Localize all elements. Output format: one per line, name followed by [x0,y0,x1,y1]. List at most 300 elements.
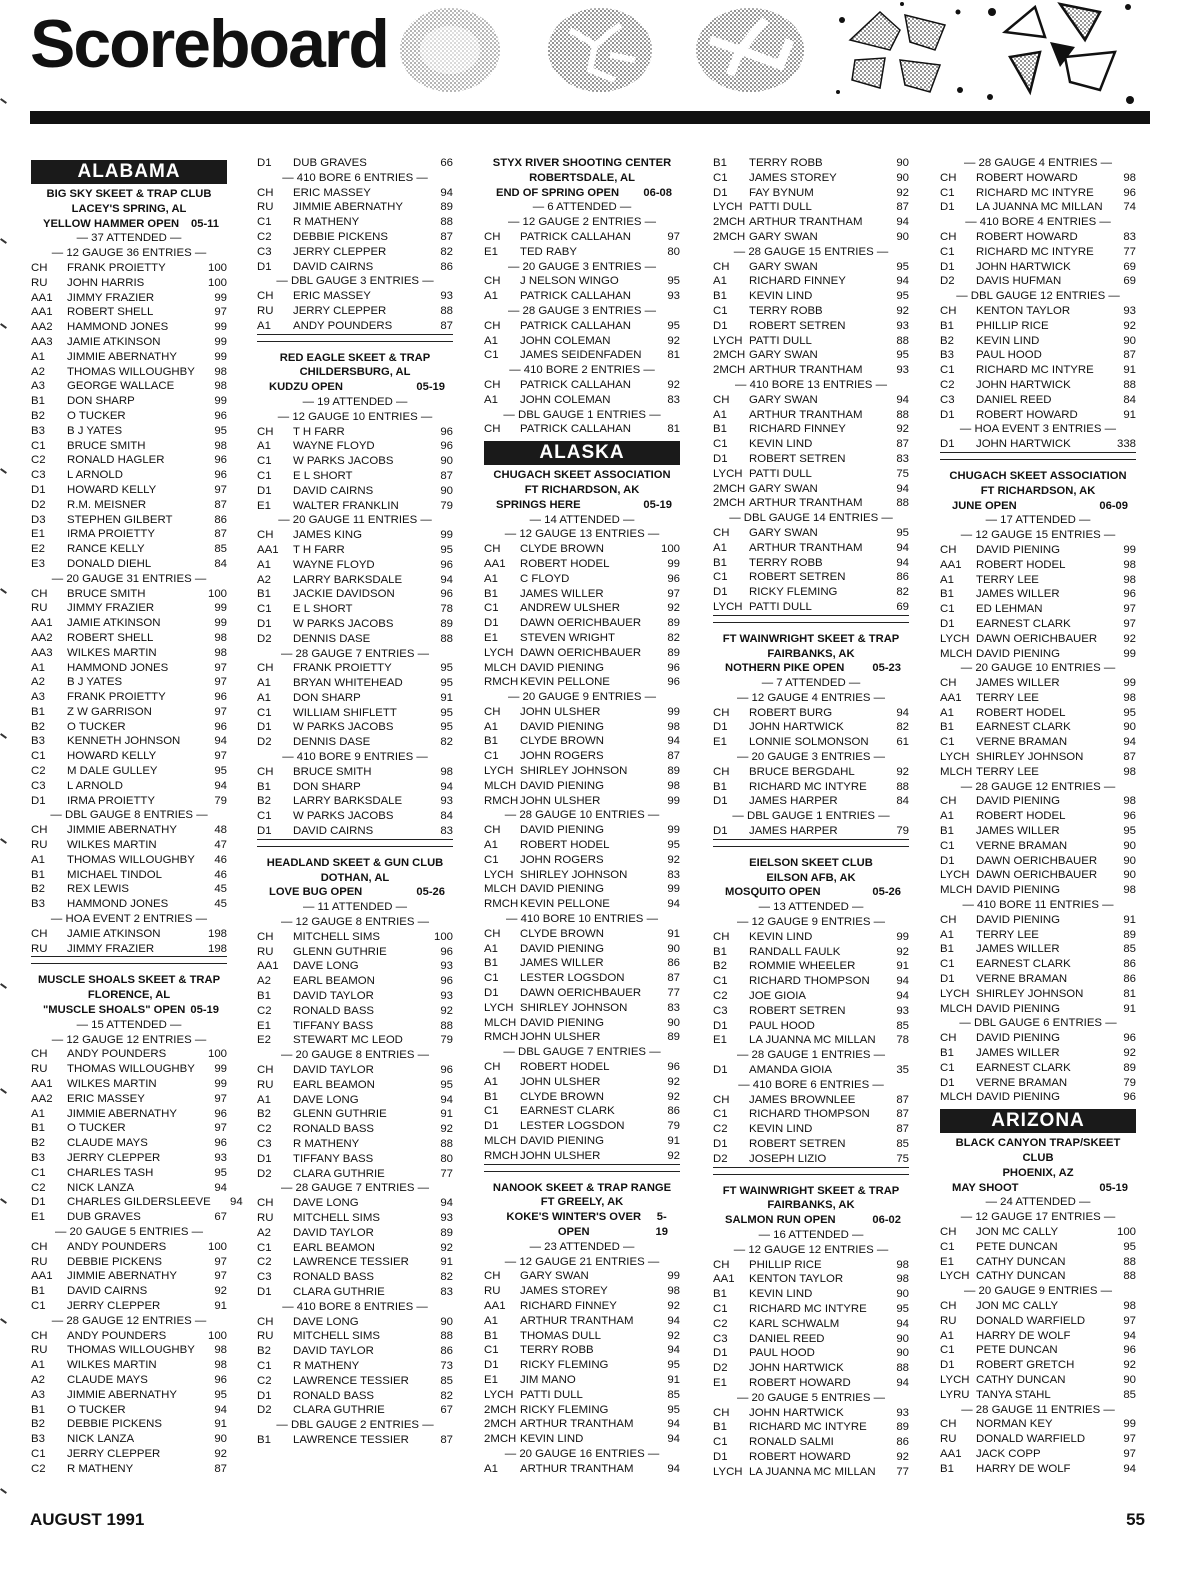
shooter-name: IRMA PROIETTY [67,794,155,807]
class-code: CH [257,1197,274,1210]
result-row [484,971,680,986]
shooter-name: ROBERT HODEL [520,557,610,570]
state-heading: ALASKA [484,441,680,465]
score: 98 [1123,795,1136,808]
result-row [484,1329,680,1344]
score: 92 [214,1447,227,1460]
class-code: CH [713,1406,730,1419]
shooter-name: CLARA GUTHRIE [293,1285,385,1298]
result-row [713,765,909,780]
class-code: C1 [713,571,728,584]
result-row [31,794,227,809]
club-name-line: LACEY'S SPRING, AL [71,202,187,215]
gauge-subheading: — 410 BORE 2 ENTRIES — [509,364,655,377]
shooter-name: RICHARD MC INTYRE [976,245,1094,258]
shooter-name: RICHARD MC INTYRE [749,1302,867,1315]
class-code: B1 [257,588,271,601]
class-code: C3 [713,1004,728,1017]
shooter-name: PATTI DULL [520,1388,583,1401]
result-row [484,868,680,883]
class-code: B1 [484,1329,498,1342]
score: 89 [667,646,680,659]
shooter-name: TERRY ROBB [520,1344,594,1357]
shooter-name: ROBERT SETREN [749,1138,846,1150]
shooter-name: MITCHELL SIMS [293,1330,380,1343]
score: 93 [1123,304,1136,317]
result-row [484,274,680,289]
class-code: RU [257,201,274,214]
result-row [31,1373,227,1388]
shooter-name: DAWN OERICHBAUER [976,854,1098,867]
shooter-name: JIMMIE ABERNATHY [67,1270,177,1283]
shooter-name: R MATHENY [293,216,360,229]
result-row [940,260,1136,275]
shooter-name: DON SHARP [293,691,361,704]
score: 67 [440,1404,453,1417]
class-code: D1 [257,721,272,734]
class-code: AA1 [940,1447,962,1460]
score: 88 [1123,1255,1136,1268]
class-code: MLCH [484,779,517,792]
shooter-name: DAVID PIENING [976,1091,1060,1104]
shooter-name: DAVID CAIRNS [293,484,374,497]
shooter-name: O TUCKER [67,1403,126,1416]
score: 94 [896,275,909,288]
result-row [713,274,909,289]
score: 92 [667,1299,680,1312]
class-code: B1 [31,1403,45,1416]
shooter-name: NICK LANZA [67,1433,135,1446]
shooter-name: RONALD SALMI [749,1436,834,1449]
gauge-subheading: — 410 BORE 6 ENTRIES — [282,171,428,184]
shooter-name: DAVID TAYLOR [293,1345,374,1358]
score: 85 [667,1388,680,1401]
gauge-subheading: — 28 GAUGE 12 ENTRIES — [51,1314,207,1327]
class-code: C1 [484,1344,499,1357]
shooter-name: B J YATES [67,424,123,437]
score: 69 [1123,260,1136,273]
event-line [713,1213,909,1228]
class-code: B1 [940,1047,954,1060]
attendance-count: — 16 ATTENDED — [758,1228,864,1241]
shooter-name: KEVIN LIND [749,1288,813,1301]
shooter-name: VERNE BRAMAN [976,1076,1068,1089]
result-row [484,572,680,587]
class-code: D1 [940,1359,955,1372]
result-row [484,1016,680,1031]
score: 98 [896,1258,909,1271]
column-1 [31,156,243,1477]
gauge-subheading: — 410 BORE 8 ENTRIES — [282,1300,428,1313]
class-code: B3 [31,898,45,911]
shooter-name: DAWN OERICHBAUER [520,646,642,659]
shooter-name: BRUCE BERGDAHL [749,765,855,778]
shooter-name: JERRY CLEPPER [293,245,387,258]
score: 79 [214,794,227,807]
class-code: A2 [31,1373,45,1386]
score: 98 [214,380,227,393]
result-row [31,557,227,572]
shooter-name: JIMMIE ABERNATHY [67,1388,177,1401]
result-row [484,882,680,897]
shooter-name: WILKES MARTIN [67,1078,157,1091]
class-code: CH [713,930,730,943]
event-line [31,1003,227,1018]
score: 94 [667,1314,680,1327]
class-code: AA3 [31,646,53,659]
shooter-name: LONNIE SOLMONSON [749,736,869,749]
result-row [31,424,227,439]
shooter-name: DAVID PIENING [520,779,604,792]
class-code: C3 [31,469,46,482]
class-code: B2 [31,1137,45,1150]
class-code: C2 [257,230,272,243]
class-code: 2MCH [713,497,746,510]
result-row [940,334,1136,349]
shooter-name: JAMES WILLER [976,677,1060,690]
shooter-name: CLYDE BROWN [520,735,604,748]
result-row [713,1450,909,1465]
shooter-name: PHILLIP RICE [976,319,1049,332]
class-code: B1 [940,319,954,332]
shooter-name: O TUCKER [67,409,126,422]
shooter-name: DAVID PIENING [976,543,1060,556]
shooter-name: M DALE GULLEY [67,765,158,778]
shooter-name: JAMES SEIDENFADEN [520,349,642,362]
class-code: A1 [257,1093,271,1106]
shooter-name: DAVID PIENING [520,883,604,896]
score: 100 [207,276,227,289]
result-row [940,632,1136,647]
shooter-name: BRUCE SMITH [293,765,372,778]
score: 99 [667,794,680,807]
score: 79 [440,499,453,512]
gauge-subheading: — 20 GAUGE 9 ENTRIES — [507,691,657,704]
class-code: A2 [257,573,271,586]
score: 84 [896,795,909,808]
class-code: D1 [713,319,728,332]
score: 93 [440,1211,453,1224]
result-row [257,1093,453,1108]
class-code: LYCH [713,334,743,347]
club-header [713,846,909,900]
shooter-name: PATRICK CALLAHAN [520,290,631,303]
result-row [713,348,909,363]
result-row [257,1315,453,1330]
shooter-name: EARNEST CLARK [976,1061,1071,1074]
score: 99 [1123,677,1136,690]
result-row [713,230,909,245]
class-code: CH [31,587,48,600]
shooter-name: WILKES MARTIN [67,839,157,852]
shooter-name: FRANK PROIETTY [293,662,392,675]
shooter-name: ROBERT HOWARD [976,230,1078,243]
score: 94 [667,1462,680,1475]
event-line [257,380,453,395]
score: 99 [214,395,227,408]
margin-mark [0,98,7,104]
shooter-name: ROBERT SHELL [67,631,154,644]
class-code: LYRU [940,1388,970,1401]
shooter-name: DAVID PIENING [976,1032,1060,1045]
result-row [484,986,680,1001]
class-code: C2 [257,1256,272,1269]
result-row [713,186,909,201]
score: 88 [440,1330,453,1343]
shooter-name: TERRY ROBB [749,304,823,317]
shooter-name: TERRY LEE [976,928,1039,941]
score: 94 [896,541,909,554]
result-row [31,1136,227,1151]
class-code: B1 [257,1433,271,1446]
result-row [940,809,1136,824]
attendance-count: — 15 ATTENDED — [76,1018,182,1031]
shooter-name: ERIC MASSEY [67,1092,145,1105]
result-row [31,1240,227,1255]
score: 94 [667,1418,680,1431]
class-code: C2 [257,1374,272,1387]
shooter-name: HOWARD KELLY [67,483,157,496]
class-code: C3 [257,245,272,258]
shooter-name: THOMAS WILLOUGHBY [67,1063,195,1076]
score: 97 [214,676,227,689]
score: 95 [440,662,453,675]
score: 99 [214,602,227,615]
score: 99 [214,321,227,334]
score: 100 [207,587,227,600]
event-name: MAY SHOOT [952,1181,1019,1194]
score: 94 [896,706,909,719]
shooter-name: JAMES STOREY [749,171,837,184]
state-heading: ALABAMA [31,160,227,184]
result-row [713,570,909,585]
class-code: CH [257,1064,274,1077]
score: 83 [667,1001,680,1014]
shooter-name: SHIRLEY JOHNSON [520,765,628,778]
gauge-subheading: — DBL GAUGE 12 ENTRIES — [956,290,1120,303]
class-code: A1 [484,1075,498,1088]
result-row [257,945,453,960]
club-name-line: DOTHAN, AL [320,871,390,884]
result-row [257,230,453,245]
score: 91 [440,1256,453,1269]
class-code: B1 [713,945,727,958]
class-code: AA2 [31,631,53,644]
class-code: LYCH [940,751,970,764]
score: 86 [214,513,227,526]
class-code: D2 [257,632,272,645]
result-row [257,809,453,824]
shooter-name: GARY SWAN [749,393,818,406]
result-row [713,1435,909,1450]
result-row [940,706,1136,721]
shooter-name: DAVID PIENING [520,720,604,733]
class-code: C1 [257,1241,272,1254]
score: 94 [896,556,909,569]
result-row [713,1122,909,1137]
gauge-subheading: — 410 BORE 11 ENTRIES — [962,899,1114,912]
result-row [31,646,227,661]
club-name-line: FT WAINWRIGHT SKEET & TRAP [722,632,900,645]
gauge-subheading: — 12 GAUGE 21 ENTRIES — [504,1255,660,1268]
class-code: CH [31,1329,48,1342]
class-code: C1 [257,603,272,616]
shooter-name: THOMAS WILLOUGHBY [67,853,195,866]
result-row [940,928,1136,943]
result-row [713,304,909,319]
class-code: CH [484,378,501,391]
result-row [940,913,1136,928]
shooter-name: E L SHORT [293,469,353,482]
class-code: C1 [31,750,46,763]
class-code: LYCH [713,1465,743,1478]
shooter-name: PATRICK CALLAHAN [520,230,631,243]
result-row [257,1137,453,1152]
result-row [713,541,909,556]
score: 90 [1123,854,1136,867]
shooter-name: DAVID PIENING [976,647,1060,660]
score: 94 [214,1403,227,1416]
shooter-name: STEVEN WRIGHT [520,631,615,644]
shooter-name: R MATHENY [67,1462,134,1475]
class-code: CH [940,1418,957,1431]
shooter-name: VERNE BRAMAN [976,839,1068,852]
shooter-name: KENTON TAYLOR [749,1273,844,1286]
shooter-name: JERRY CLEPPER [293,304,387,317]
class-code: CH [484,1061,501,1074]
score: 90 [440,1315,453,1328]
class-code: D1 [257,617,272,630]
club-name-line: FT RICHARDSON, AK [980,484,1096,497]
score: 86 [440,260,453,273]
class-code: RU [31,839,48,852]
result-row [257,930,453,945]
result-row [940,200,1136,215]
shooter-name: DAWN OERICHBAUER [976,869,1098,882]
result-row [484,1119,680,1134]
result-row [713,585,909,600]
shooter-name: ROBERT HOWARD [976,408,1078,421]
shooter-name: ERIC MASSEY [293,290,371,303]
class-code: E1 [484,1373,498,1386]
score: 99 [214,350,227,363]
score: 87 [440,319,453,332]
shooter-name: DAVID TAYLOR [293,990,374,1003]
gauge-subheading: — 28 GAUGE 3 ENTRIES — [507,304,657,317]
shooter-name: ED LEHMAN [976,603,1043,616]
class-code: C1 [484,602,499,615]
score: 99 [214,1063,227,1076]
score: 93 [896,1004,909,1017]
score: 46 [214,868,227,881]
score: 91 [667,1373,680,1386]
shooter-name: ROBERT SETREN [749,319,846,332]
class-code: D1 [257,484,272,497]
class-code: B1 [940,943,954,956]
result-row [257,1329,453,1344]
score: 95 [667,319,680,332]
score: 92 [1123,1047,1136,1060]
result-row [31,587,227,602]
class-code: AA1 [31,306,53,319]
result-row [257,1167,453,1182]
class-code: AA2 [31,321,53,334]
result-row [940,1373,1136,1388]
class-code: E1 [713,736,727,749]
event-date: 06-02 [872,1214,901,1227]
shooter-name: RICHARD THOMPSON [749,1108,870,1121]
event-date: 06-09 [1099,499,1128,512]
shooter-name: KEVIN LIND [520,1433,584,1446]
result-row [31,305,227,320]
class-code: E1 [940,1255,954,1268]
event-date: 05-26 [416,886,445,899]
shooter-name: LESTER LOGSDON [520,972,625,985]
class-code: LYCH [940,869,970,882]
score: 94 [896,393,909,406]
score: 90 [896,1332,909,1345]
class-code: B1 [713,290,727,303]
class-code: B2 [31,883,45,896]
class-code: LYCH [713,467,743,480]
score: 96 [214,409,227,422]
score: 45 [214,898,227,911]
class-code: B2 [31,409,45,422]
score: 92 [667,334,680,347]
gauge-subheading: — 12 GAUGE 36 ENTRIES — [51,247,207,260]
class-code: C1 [713,438,728,451]
result-row [940,437,1136,453]
class-code: CH [940,230,957,243]
score: 100 [207,261,227,274]
class-code: CH [940,677,957,690]
result-row [257,573,453,588]
class-code: C1 [713,975,728,988]
shooter-name: GEORGE WALLACE [67,380,175,393]
class-code: C1 [940,958,955,971]
class-code: E1 [484,245,498,258]
result-row [940,1388,1136,1403]
score: 79 [667,1120,680,1133]
score: 97 [1123,617,1136,630]
shooter-name: CATHY DUNCAN [976,1373,1066,1386]
shooter-name: HARRY DE WOLF [976,1462,1071,1475]
score: 91 [214,1418,227,1431]
class-code: LYCH [484,1001,514,1014]
result-row [484,587,680,602]
shooter-name: DAVE LONG [293,1315,359,1328]
score: 92 [896,945,909,958]
result-row [940,942,1136,957]
shooter-name: J NELSON WINGO [520,275,619,288]
result-row [713,467,909,482]
score: 94 [440,780,453,793]
class-code: E1 [713,1376,727,1389]
shooter-name: KEVIN LIND [749,930,813,943]
score: 97 [214,1092,227,1105]
class-code: B1 [940,588,954,601]
score: 92 [440,1123,453,1136]
result-row [31,823,227,838]
score: 66 [440,157,453,169]
result-row [31,379,227,394]
result-row [257,765,453,780]
class-code: C1 [713,304,728,317]
score: 98 [667,1285,680,1298]
result-row [940,348,1136,363]
class-code: CH [257,529,274,542]
class-code: RU [257,945,274,958]
